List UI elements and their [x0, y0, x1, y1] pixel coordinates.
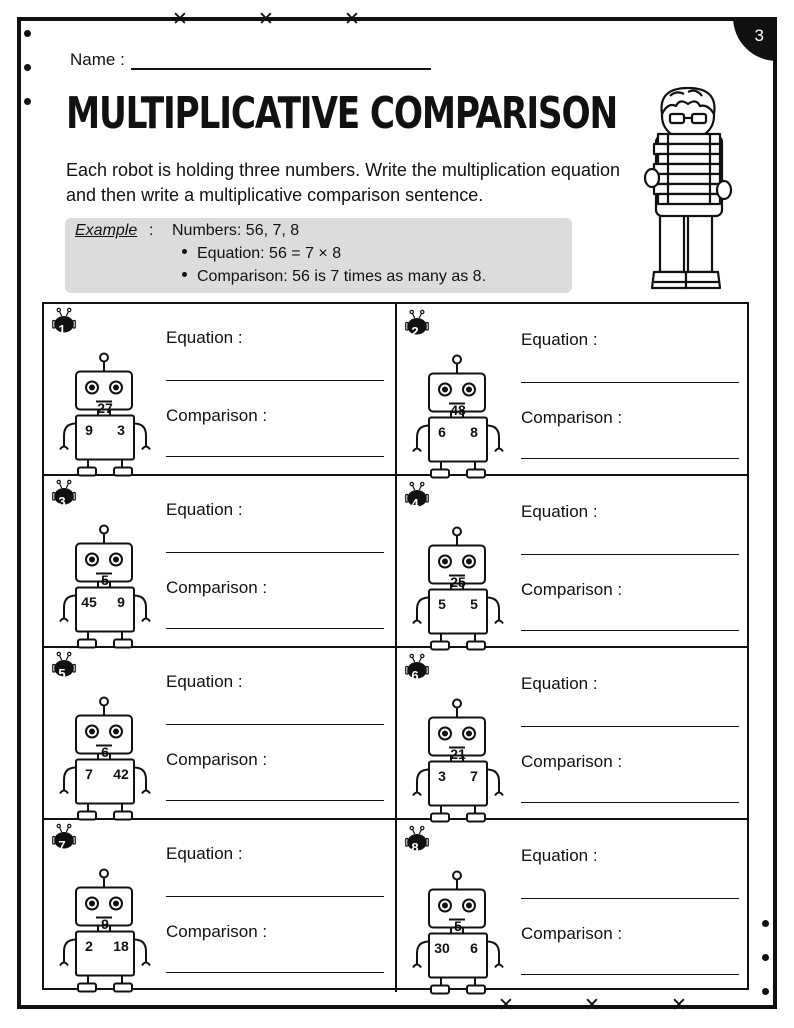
robot-number-left: 3	[438, 768, 446, 784]
robot-number-right: 6	[470, 940, 478, 956]
problem-cell-1	[44, 304, 397, 476]
equation-label: Equation :	[521, 846, 598, 865]
problem-number: 3	[58, 494, 66, 509]
problem-number: 4	[411, 496, 419, 511]
equation-answer-line[interactable]	[521, 898, 739, 899]
problem-cell-7	[44, 820, 397, 992]
problem-cell-8	[397, 820, 749, 992]
problem-number: 8	[411, 840, 419, 855]
problem-cell-5	[44, 648, 397, 820]
decorative-cross-icon: ✕	[344, 8, 360, 30]
problem-number: 5	[58, 666, 66, 681]
equation-answer-line[interactable]	[521, 382, 739, 383]
robot-number-top: 25	[450, 574, 466, 590]
comparison-answer-line[interactable]	[166, 800, 384, 801]
decorative-dot-icon	[24, 30, 31, 37]
decorative-dot-icon	[762, 954, 769, 961]
problem-number: 7	[58, 838, 66, 853]
comparison-answer-line[interactable]	[521, 974, 739, 975]
robot-number-top: 9	[101, 916, 109, 932]
equation-answer-line[interactable]	[521, 726, 739, 727]
equation-label: Equation :	[166, 500, 243, 519]
robot-number-top: 27	[97, 400, 113, 416]
comparison-label: Comparison :	[521, 580, 623, 599]
example-colon: :	[149, 222, 154, 239]
decorative-dot-icon	[762, 988, 769, 995]
robot-number-top: 48	[450, 402, 466, 418]
comparison-label: Comparison :	[521, 408, 623, 427]
example-comparison: Comparison: 56 is 7 times as many as 8.	[197, 268, 487, 285]
comparison-label: Comparison :	[166, 750, 268, 769]
robot-number-left: 5	[438, 596, 446, 612]
page-title: MULTIPLICATIVE COMPARISON	[66, 88, 618, 139]
decorative-dot-icon	[24, 98, 31, 105]
robot-number-right: 3	[117, 422, 125, 438]
example-comparison-item	[182, 268, 486, 286]
problem-number: 1	[58, 322, 66, 337]
robot-number-top: 21	[450, 746, 466, 762]
equation-answer-line[interactable]	[166, 896, 384, 897]
robot-number-right: 5	[470, 596, 478, 612]
equation-answer-line[interactable]	[166, 552, 384, 553]
page-number: 3	[754, 26, 764, 45]
equation-label: Equation :	[166, 844, 243, 863]
robot-number-top: 6	[101, 744, 109, 760]
decorative-dot-icon	[24, 64, 31, 71]
name-label: Name :	[70, 50, 125, 69]
comparison-answer-line[interactable]	[521, 630, 739, 631]
problem-number: 6	[411, 668, 419, 683]
kid-reading-books-illustration	[640, 86, 740, 302]
decorative-cross-icon: ✕	[584, 994, 600, 1016]
comparison-answer-line[interactable]	[521, 802, 739, 803]
comparison-label: Comparison :	[521, 752, 623, 771]
equation-label: Equation :	[521, 502, 598, 521]
comparison-label: Comparison :	[166, 578, 268, 597]
problem-cell-4	[397, 476, 749, 648]
instructions: Each robot is holding three numbers. Write the multiplication equation and then write a multiplicative comparison sentence.	[66, 160, 620, 205]
comparison-answer-line[interactable]	[521, 458, 739, 459]
robot-number-left: 2	[85, 938, 93, 954]
comparison-label: Comparison :	[166, 922, 268, 941]
problem-cell-3	[44, 476, 397, 648]
equation-answer-line[interactable]	[166, 380, 384, 381]
equation-answer-line[interactable]	[166, 724, 384, 725]
problem-cell-6	[397, 648, 749, 820]
bullet-icon	[182, 272, 187, 277]
equation-label: Equation :	[521, 674, 598, 693]
problem-number: 2	[411, 324, 419, 339]
bullet-icon	[182, 249, 187, 254]
robot-number-left: 45	[81, 594, 97, 610]
equation-label: Equation :	[166, 672, 243, 691]
robot-number-right: 7	[470, 768, 478, 784]
name-row	[70, 50, 431, 70]
example-equation: Equation: 56 = 7 × 8	[197, 245, 342, 262]
comparison-label: Comparison :	[166, 406, 268, 425]
equation-label: Equation :	[521, 330, 598, 349]
robot-number-top: 5	[454, 918, 462, 934]
comparison-answer-line[interactable]	[166, 628, 384, 629]
decorative-cross-icon: ✕	[258, 8, 274, 30]
decorative-cross-icon: ✕	[172, 8, 188, 30]
robot-number-right: 42	[113, 766, 129, 782]
robot-number-right: 18	[113, 938, 129, 954]
robot-number-left: 9	[85, 422, 93, 438]
comparison-label: Comparison :	[521, 924, 623, 943]
example-equation-item	[182, 245, 341, 263]
decorative-cross-icon: ✕	[498, 994, 514, 1016]
robot-number-right: 9	[117, 594, 125, 610]
decorative-dot-icon	[762, 920, 769, 927]
example-box	[65, 218, 572, 293]
decorative-cross-icon: ✕	[671, 994, 687, 1016]
problem-cell-2	[397, 304, 749, 476]
robot-number-left: 30	[434, 940, 450, 956]
comparison-answer-line[interactable]	[166, 972, 384, 973]
equation-answer-line[interactable]	[521, 554, 739, 555]
robot-number-left: 7	[85, 766, 93, 782]
example-numbers: Numbers: 56, 7, 8	[172, 222, 300, 239]
comparison-answer-line[interactable]	[166, 456, 384, 457]
equation-label: Equation :	[166, 328, 243, 347]
example-label: Example	[75, 222, 138, 239]
robot-number-right: 8	[470, 424, 478, 440]
name-input-line[interactable]	[131, 52, 431, 70]
problem-grid	[42, 302, 749, 990]
robot-number-left: 6	[438, 424, 446, 440]
robot-number-top: 5	[101, 572, 109, 588]
